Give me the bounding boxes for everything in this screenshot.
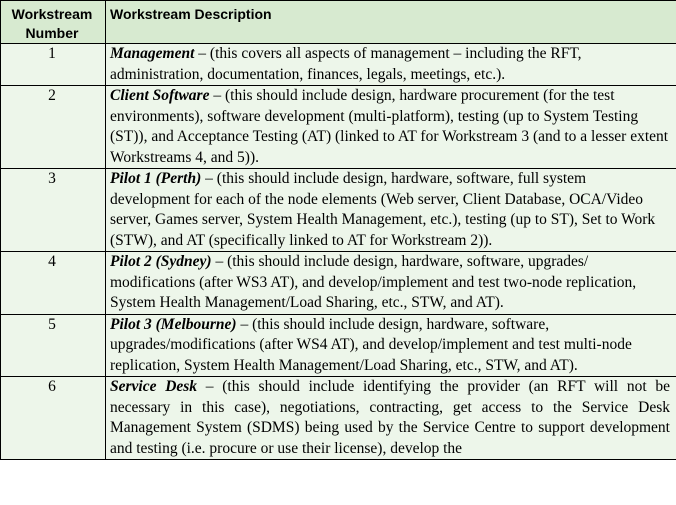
workstream-number: 1 — [1, 44, 106, 86]
workstream-detail: – (this should include design, hardware procurement (for the test environments), software development (multi-platform), testing (up to System Testing (ST)), and Acceptance Testing (AT) (linked to AT for Workstream 3 (and to a lesser extent Workstreams 4, and 5)). — [110, 87, 669, 166]
workstream-title: Client Software — [110, 87, 210, 104]
header-workstream-description: Workstream Description — [106, 1, 676, 44]
workstream-description — [106, 252, 676, 315]
table-row — [1, 169, 676, 252]
workstream-description — [106, 314, 676, 377]
workstream-number: 2 — [1, 86, 106, 169]
workstream-number: 3 — [1, 169, 106, 252]
table-row — [1, 314, 676, 377]
table-header-row — [1, 1, 676, 44]
workstream-description — [106, 377, 676, 460]
workstream-detail: – (this should include design, hardware, software, upgrades/modifications (after WS4 AT), and develop/implement and test multi-node replication, System Health Management/Load Sharing, etc., STW, and AT). — [110, 315, 632, 374]
table-row — [1, 377, 676, 460]
workstream-title: Pilot 2 (Sydney) — [110, 253, 212, 270]
workstream-description — [106, 169, 676, 252]
workstream-number: 5 — [1, 314, 106, 377]
workstream-number: 4 — [1, 252, 106, 315]
workstream-detail: – (this should include design, hardware, software, full system development for each of the node elements (Web server, Client Database, OCA/Video server, Games server, System Health Management, etc.), testing (up to ST), Set to Work (STW), and AT (specifically linked to AT for Workstream 2)). — [110, 170, 656, 249]
table-row — [1, 44, 676, 86]
workstream-detail: – (this should include identifying the provider (an RFT will not be necessary in this case), negotiations, contracting, get access to the Service Desk Management System (SDMS) being used by the Service Centre to support development and testing (i.e. procure or use their license), develop the — [110, 378, 670, 457]
workstream-number: 6 — [1, 377, 106, 460]
table-row — [1, 252, 676, 315]
table-row — [1, 86, 676, 169]
workstream-title: Pilot 3 (Melbourne) — [110, 315, 237, 333]
header-workstream-number: Workstream Number — [1, 1, 106, 44]
workstream-description — [106, 86, 676, 169]
workstream-detail: – (this covers all aspects of management – including the RFT, administration, documentation, finances, legals, meetings, etc.). — [110, 45, 582, 83]
workstream-detail: – (this should include design, hardware, software, upgrades/ modifications (after WS3 AT), and develop/implement and test two-node replication, System Health Management/Load Sharing, etc., STW, and AT). — [110, 253, 637, 311]
workstream-title: Pilot 1 (Perth) — [110, 170, 202, 187]
workstream-title: Management — [110, 45, 195, 62]
workstream-title: Service Desk — [110, 378, 198, 395]
workstream-description — [106, 44, 676, 86]
